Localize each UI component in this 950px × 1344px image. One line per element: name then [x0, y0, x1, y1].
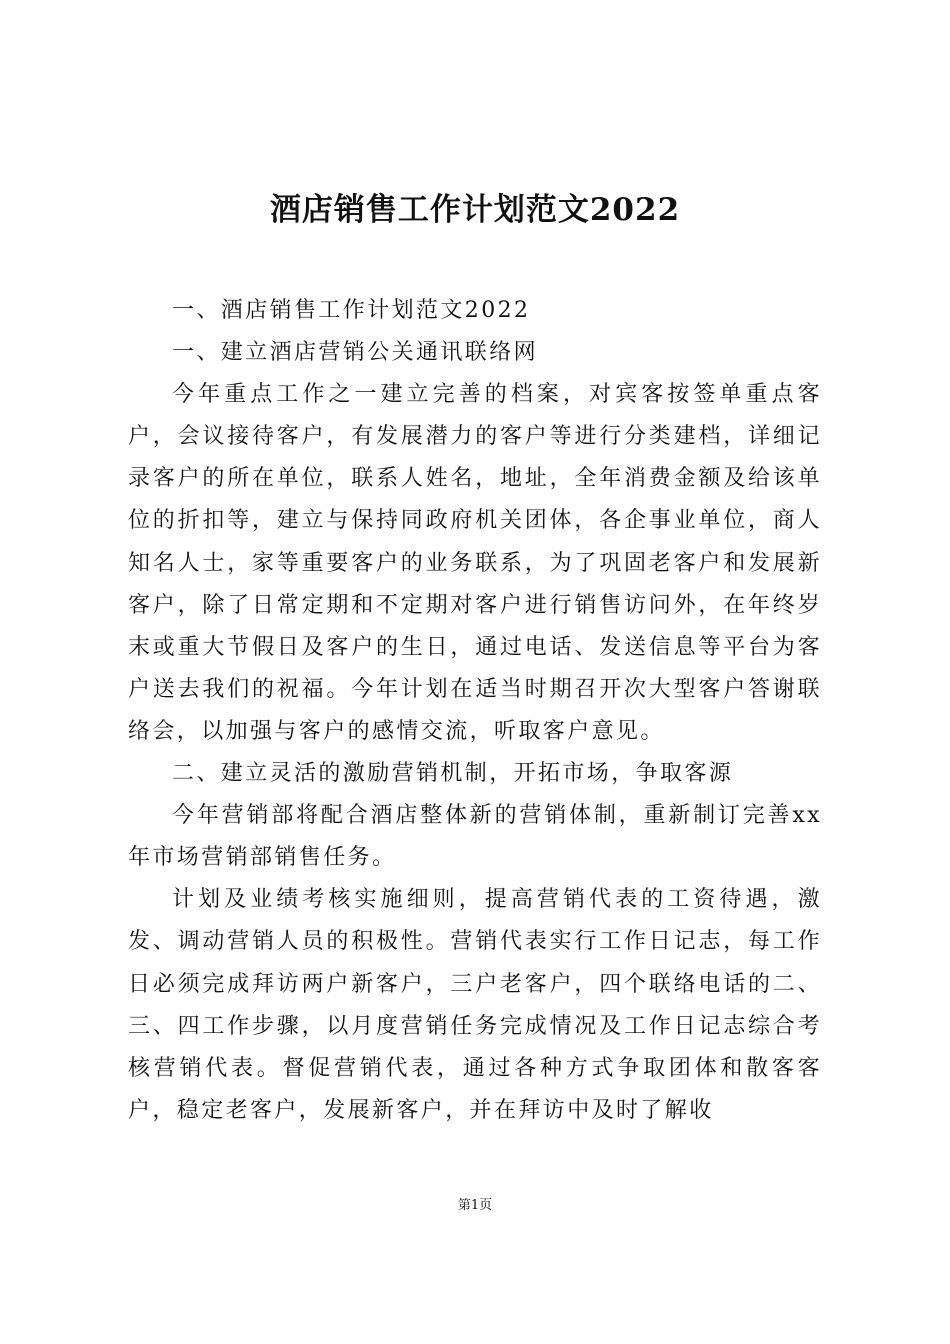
section-heading: 一、建立酒店营销公关通讯联络网: [172, 340, 539, 366]
section-heading: 一、酒店销售工作计划范文2022: [172, 298, 531, 323]
page-number: 第1页: [457, 1198, 493, 1213]
body-paragraph: 今年营销部将配合酒店整体新的营销体制，重新制订完善xx年市场营销部销售任务。: [128, 803, 822, 871]
document-body: [128, 290, 822, 1132]
document-title: 酒店销售工作计划范文2022: [269, 192, 681, 228]
body-paragraph: 今年重点工作之一建立完善的档案，对宾客按签单重点客户，会议接待客户，有发展潜力的客户等进行分类建档，详细记录客户的所在单位，联系人姓名，地址，全年消费金额及给该单位的折扣等，建立与保持同政府机关团体，各企事业单位，商人知名人士，家等重要客户的业务联系，为了巩固老客户和发展新客户，除了日常定期和不定期对客户进行销售访问外，在年终岁末或重大节假日及客户的生日，通过电话、发送信息等平台为客户送去我们的祝福。今年计划在适当时期召开次大型客户答谢联络会，以加强与客户的感情交流，听取客户意见。: [128, 382, 822, 744]
body-paragraph: 计划及业绩考核实施细则，提高营销代表的工资待遇，激发、调动营销人员的积极性。营销代表实行工作日记志，每工作日必须完成拜访两户新客户，三户老客户，四个联络电话的二、三、四工作步骤，以月度营销任务完成情况及工作日记志综合考核营销代表。督促营销代表，通过各种方式争取团体和散客客户，稳定老客户，发展新客户，并在拜访中及时了解收: [128, 887, 822, 1123]
section-heading: 二、建立灵活的激励营销机制，开拓市场，争取客源: [172, 761, 734, 787]
